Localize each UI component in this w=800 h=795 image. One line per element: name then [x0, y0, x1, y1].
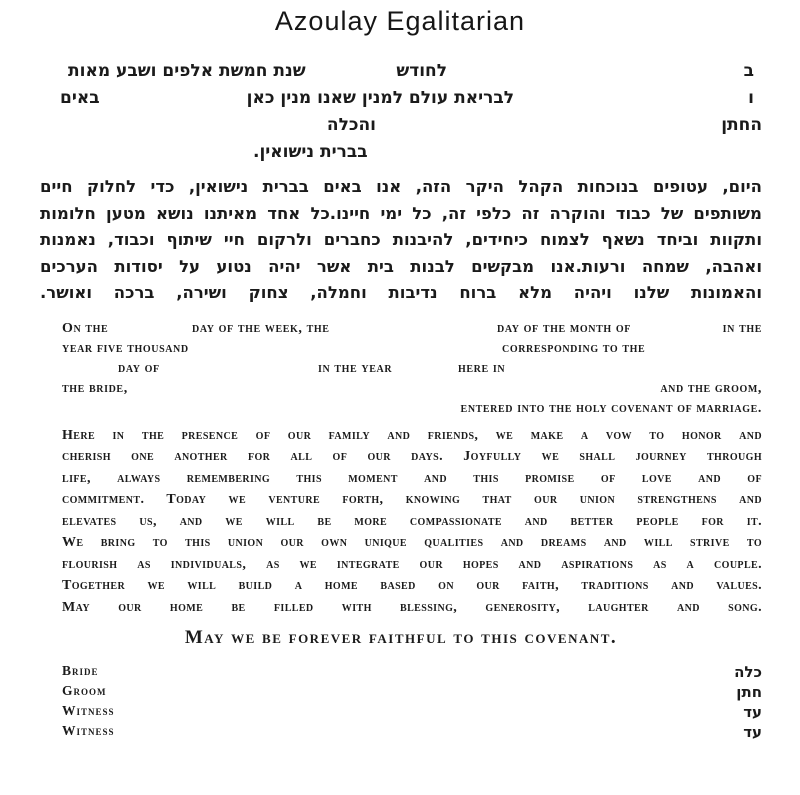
- hebrew-year-label: שנת חמשת אלפים ושבע מאות: [68, 61, 306, 81]
- here-in-label: here in: [458, 360, 506, 376]
- english-paragraph-line: elevates us, and we will be more compassionate and better people for it.: [62, 513, 762, 529]
- english-paragraph-line: life, always remembering this moment and this promise of love and of: [62, 470, 762, 486]
- english-form-line-4: [40, 381, 762, 401]
- in-the-year-label: in the year: [318, 360, 393, 376]
- groom-signature-hebrew-label: חתן: [736, 683, 762, 701]
- day-of-label: day of: [118, 360, 160, 376]
- hebrew-day-prefix: ב: [743, 61, 754, 81]
- hebrew-date-section: [40, 61, 762, 169]
- english-form-line-2: [40, 341, 762, 361]
- hebrew-paragraph-line: משותפים של כבוד והוקרה זה כלפי זה, כל ימי חיינו.כל אחד מאיתנו נושא מטען חלומות: [40, 203, 762, 223]
- witness1-signature-hebrew-label: עד: [743, 703, 762, 721]
- hebrew-form-line-3: [40, 115, 762, 142]
- day-of-month-label: day of the month of: [497, 320, 631, 336]
- bride-signature-hebrew-label: כלה: [734, 663, 762, 681]
- groom-signature-label: Groom: [62, 683, 107, 698]
- hebrew-paragraph-line: היום, עטופים בנוכחות הקהל היקר הזה, אנו באים בברית נישואין, כדי לחלוק חיים: [40, 177, 762, 196]
- hebrew-form-line-4: [40, 142, 762, 169]
- document-body: [0, 61, 800, 743]
- english-date-section: [40, 321, 762, 421]
- hebrew-month-label: לחודש: [396, 61, 447, 81]
- on-the-label: On the: [62, 320, 109, 336]
- hebrew-conjunction: ו: [748, 88, 754, 108]
- hebrew-paragraph-line: והאמונות שלנו ויהיה מלא ברוח נדיבות וחמלה, צחוק ושירה, ברכה ואושר.: [40, 283, 762, 302]
- english-paragraph-line: cherish one another for all of our days. Joyfully we shall journey through: [62, 449, 762, 464]
- hebrew-creation-phrase: לבריאת עולם למנין שאנו מנין כאן: [246, 88, 514, 108]
- witness2-signature-label: Witness: [62, 723, 115, 738]
- hebrew-form-line-2: [40, 88, 762, 115]
- hebrew-come-word: באים: [60, 88, 100, 108]
- english-vow-paragraph: [62, 425, 762, 619]
- signature-row-witness-2: [40, 723, 762, 743]
- english-paragraph-line: commitment. Today we venture forth, knowing that our union strengthens and: [62, 492, 762, 507]
- hebrew-paragraph-line: ואהבה, שמחה ורעות.אנו מבקשים לבנות בית אשר יהיה נטוע על יסודות הערכים: [40, 256, 762, 276]
- english-form-line-5: [40, 401, 762, 421]
- hebrew-bride-label: והכלה: [326, 115, 376, 135]
- in-the-label: in the: [722, 320, 762, 336]
- signature-section: [40, 663, 762, 743]
- english-form-line-1: [40, 321, 762, 341]
- signature-row-groom: [40, 683, 762, 703]
- english-paragraph-line: flourish as individuals, as we integrate our hopes and aspirations as a couple.: [62, 556, 762, 572]
- bride-signature-label: Bride: [62, 663, 99, 678]
- year-five-thousand-label: year five thousand: [62, 340, 189, 356]
- english-form-line-3: [40, 361, 762, 381]
- corresponding-label: corresponding to the: [502, 340, 646, 356]
- the-bride-label: the bride,: [62, 380, 128, 396]
- hebrew-groom-label: החתן: [721, 115, 762, 135]
- english-paragraph-line: Here in the presence of our family and friends, we make a vow to honor and: [62, 427, 762, 443]
- hebrew-paragraph-line: ותקוות וביחד נשאף לצמוח כיחידים, להיבנות כחברים ולרקום חיי שיתוף וכבוד, נאמנות: [40, 230, 762, 249]
- witness1-signature-label: Witness: [62, 703, 115, 718]
- signature-row-bride: [40, 663, 762, 683]
- signature-row-witness-1: [40, 703, 762, 723]
- english-paragraph-line: We bring to this union our own unique qualities and dreams and will strive to: [62, 535, 762, 550]
- english-paragraph-line: Together we will build a home based on our faith, traditions and values.: [62, 578, 762, 593]
- hebrew-vow-paragraph: [40, 174, 762, 307]
- entered-covenant-label: entered into the holy covenant of marriage.: [460, 400, 762, 416]
- page-title: Azoulay Egalitarian: [274, 6, 526, 36]
- english-paragraph-line: May our home be filled with blessing, generosity, laughter and song.: [62, 599, 762, 615]
- closing-declaration: May we be forever faithful to this covenant.: [184, 627, 618, 648]
- witness2-signature-hebrew-label: עד: [743, 723, 762, 741]
- and-the-groom-label: and the groom,: [660, 380, 762, 396]
- hebrew-covenant-phrase: בברית נישואין.: [253, 142, 368, 162]
- hebrew-form-line-1: [40, 61, 762, 88]
- day-of-week-label: day of the week, the: [192, 320, 330, 336]
